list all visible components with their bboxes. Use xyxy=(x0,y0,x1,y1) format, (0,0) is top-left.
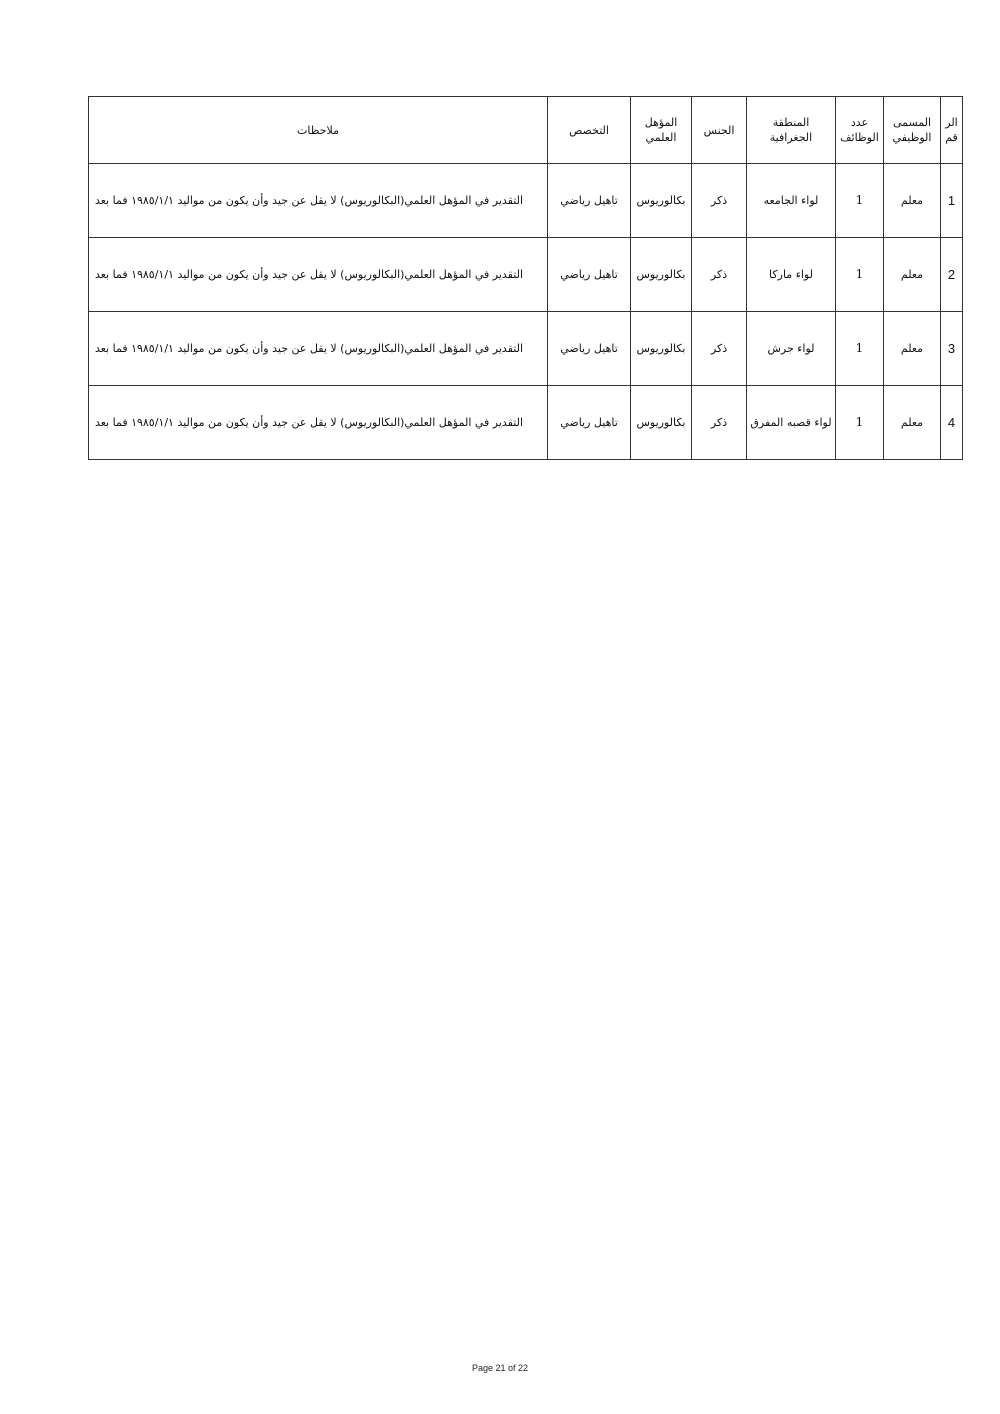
row-specialization: تاهيل رياضي xyxy=(548,238,631,312)
table-row xyxy=(89,312,963,386)
row-gender: ذكر xyxy=(692,238,747,312)
row-job-title: معلم xyxy=(884,386,941,460)
header-number: الر قم xyxy=(941,97,963,164)
row-number: 4 xyxy=(941,386,963,460)
row-gender: ذكر xyxy=(692,386,747,460)
row-region: لواء قصبه المفرق xyxy=(747,386,836,460)
table-row xyxy=(89,386,963,460)
row-notes: التقدير في المؤهل العلمي(البكالوريوس) لا يقل عن جيد وأن يكون من مواليد ١٩٨٥/١/١ فما بعد xyxy=(89,238,548,312)
row-specialization: تاهيل رياضي xyxy=(548,386,631,460)
header-qualification: المؤهل العلمي xyxy=(631,97,692,164)
header-specialization: التخصص xyxy=(548,97,631,164)
header-gender: الجنس xyxy=(692,97,747,164)
row-job-title: معلم xyxy=(884,238,941,312)
header-notes: ملاحظات xyxy=(89,97,548,164)
row-qualification: بكالوريوس xyxy=(631,238,692,312)
header-job-title: المسمى الوظيفي xyxy=(884,97,941,164)
header-region: المنطقة الجغرافية xyxy=(747,97,836,164)
row-notes: التقدير في المؤهل العلمي(البكالوريوس) لا يقل عن جيد وأن يكون من مواليد ١٩٨٥/١/١ فما بعد xyxy=(89,312,548,386)
page-number: Page 21 of 22 xyxy=(471,1363,529,1373)
row-vacancies: 1 xyxy=(836,386,884,460)
row-job-title: معلم xyxy=(884,164,941,238)
row-vacancies: 1 xyxy=(836,312,884,386)
row-number: 1 xyxy=(941,164,963,238)
row-qualification: بكالوريوس xyxy=(631,386,692,460)
row-number: 2 xyxy=(941,238,963,312)
row-notes: التقدير في المؤهل العلمي(البكالوريوس) لا يقل عن جيد وأن يكون من مواليد ١٩٨٥/١/١ فما بعد xyxy=(89,164,548,238)
table-row xyxy=(89,238,963,312)
row-region: لواء ماركا xyxy=(747,238,836,312)
table-row xyxy=(89,164,963,238)
row-qualification: بكالوريوس xyxy=(631,312,692,386)
jobs-table xyxy=(88,96,963,460)
row-job-title: معلم xyxy=(884,312,941,386)
row-number: 3 xyxy=(941,312,963,386)
row-vacancies: 1 xyxy=(836,164,884,238)
row-region: لواء جرش xyxy=(747,312,836,386)
header-row xyxy=(89,97,963,164)
header-vacancies: عدد الوظائف xyxy=(836,97,884,164)
row-gender: ذكر xyxy=(692,164,747,238)
row-notes: التقدير في المؤهل العلمي(البكالوريوس) لا يقل عن جيد وأن يكون من مواليد ١٩٨٥/١/١ فما بعد xyxy=(89,386,548,460)
row-vacancies: 1 xyxy=(836,238,884,312)
row-qualification: بكالوريوس xyxy=(631,164,692,238)
row-specialization: تاهيل رياضي xyxy=(548,312,631,386)
row-specialization: تاهيل رياضي xyxy=(548,164,631,238)
row-region: لواء الجامعه xyxy=(747,164,836,238)
row-gender: ذكر xyxy=(692,312,747,386)
